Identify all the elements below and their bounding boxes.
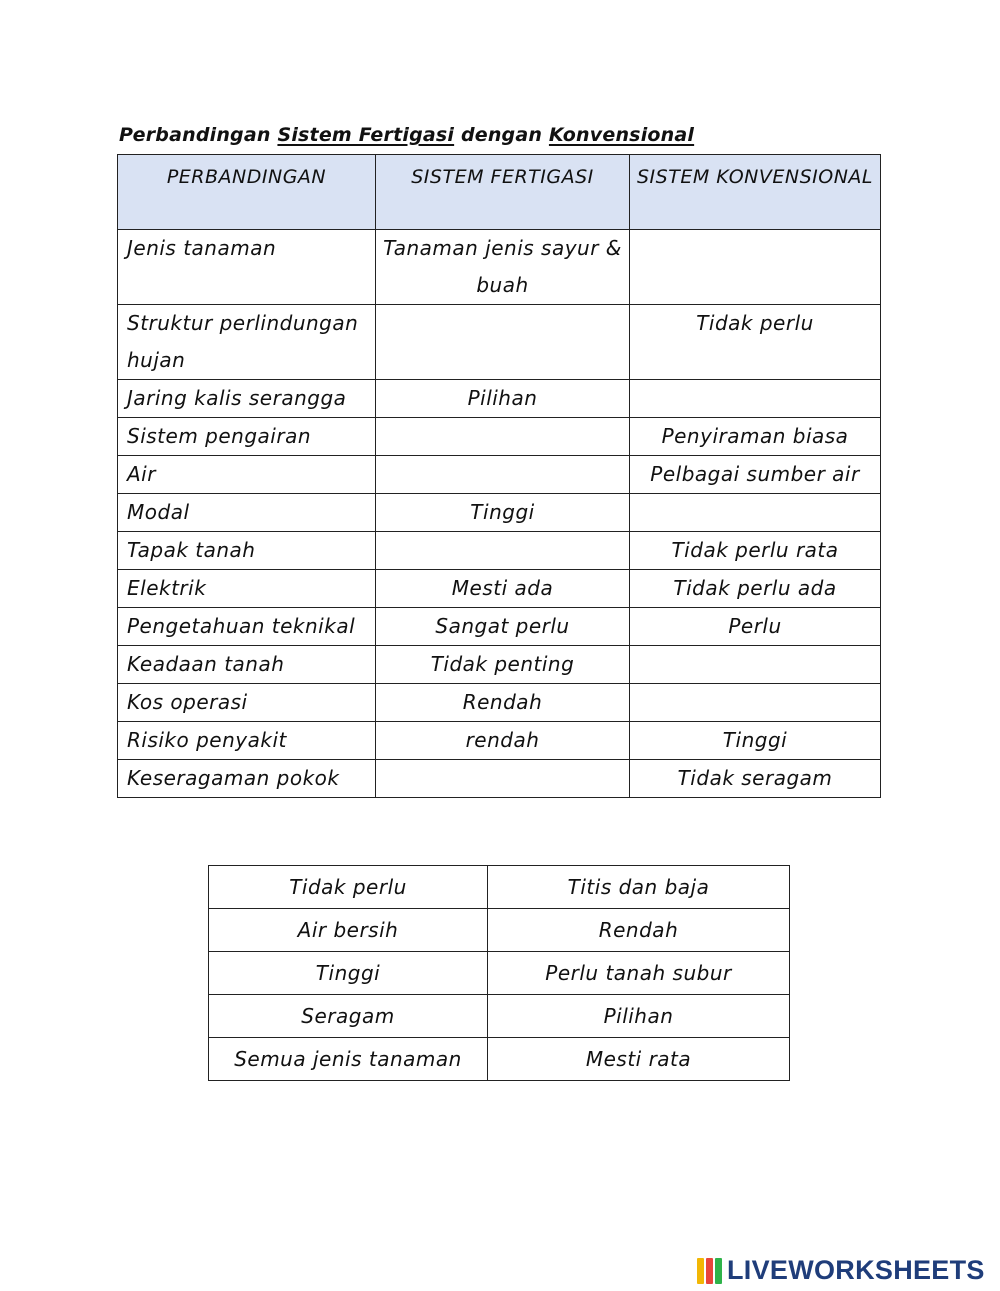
header-sistem-fertigasi: SISTEM FERTIGASI xyxy=(376,155,630,230)
table-row xyxy=(118,570,881,608)
table-cell: Keadaan tanah xyxy=(118,646,376,684)
answer-option[interactable]: Perlu tanah subur xyxy=(488,952,790,995)
table-row xyxy=(209,909,790,952)
liveworksheets-logo-icon xyxy=(697,1258,723,1284)
answer-drop-zone[interactable]: Tidak perlu xyxy=(630,305,881,380)
answer-drop-zone[interactable]: Tidak penting xyxy=(376,646,630,684)
table-row xyxy=(118,684,881,722)
answer-options-table xyxy=(208,865,790,1081)
answer-drop-zone[interactable]: Tanaman jenis sayur & buah xyxy=(376,230,630,305)
table-row xyxy=(118,608,881,646)
answer-drop-zone[interactable]: Pelbagai sumber air xyxy=(630,456,881,494)
table-cell: Elektrik xyxy=(118,570,376,608)
answer-drop-zone[interactable] xyxy=(376,418,630,456)
answer-drop-zone[interactable]: Pilihan xyxy=(376,380,630,418)
table-row xyxy=(118,760,881,798)
liveworksheets-brand xyxy=(697,1255,985,1286)
answer-drop-zone[interactable] xyxy=(376,760,630,798)
table-cell: Kos operasi xyxy=(118,684,376,722)
title-part-1: Perbandingan xyxy=(119,124,278,146)
table-row xyxy=(118,532,881,570)
table-cell: Pengetahuan teknikal xyxy=(118,608,376,646)
table-row xyxy=(209,995,790,1038)
table-row xyxy=(118,722,881,760)
answer-option[interactable]: Semua jenis tanaman xyxy=(209,1038,488,1081)
answer-drop-zone[interactable]: Tidak perlu ada xyxy=(630,570,881,608)
answer-drop-zone[interactable] xyxy=(376,456,630,494)
answer-drop-zone[interactable]: Tidak seragam xyxy=(630,760,881,798)
answer-drop-zone[interactable]: Penyiraman biasa xyxy=(630,418,881,456)
answer-drop-zone[interactable]: Tinggi xyxy=(630,722,881,760)
answer-drop-zone[interactable]: Tinggi xyxy=(376,494,630,532)
answer-drop-zone[interactable]: rendah xyxy=(376,722,630,760)
answer-option[interactable]: Mesti rata xyxy=(488,1038,790,1081)
title-part-4: Konvensional xyxy=(548,124,695,146)
answer-drop-zone[interactable] xyxy=(630,230,881,305)
table-cell: Keseragaman pokok xyxy=(118,760,376,798)
title-part-3: dengan xyxy=(454,124,549,146)
answer-drop-zone[interactable]: Rendah xyxy=(376,684,630,722)
table-row xyxy=(118,494,881,532)
table-row xyxy=(209,952,790,995)
table-row xyxy=(118,418,881,456)
worksheet-title xyxy=(119,124,694,146)
answer-drop-zone[interactable] xyxy=(630,646,881,684)
table-cell: Jaring kalis serangga xyxy=(118,380,376,418)
table-row xyxy=(118,646,881,684)
answer-option[interactable]: Air bersih xyxy=(209,909,488,952)
answer-drop-zone[interactable]: Mesti ada xyxy=(376,570,630,608)
table-row xyxy=(118,230,881,305)
table-cell: Sistem pengairan xyxy=(118,418,376,456)
table-row xyxy=(209,866,790,909)
table-header-row xyxy=(118,155,881,230)
liveworksheets-wordmark: LIVEWORKSHEETS xyxy=(727,1255,985,1285)
header-sistem-konvensional: SISTEM KONVENSIONAL xyxy=(630,155,881,230)
table-row xyxy=(118,456,881,494)
answer-drop-zone[interactable]: Sangat perlu xyxy=(376,608,630,646)
answer-option[interactable]: Pilihan xyxy=(488,995,790,1038)
answer-drop-zone[interactable]: Tidak perlu rata xyxy=(630,532,881,570)
answer-drop-zone[interactable] xyxy=(376,305,630,380)
answer-option[interactable]: Tinggi xyxy=(209,952,488,995)
answer-drop-zone[interactable] xyxy=(630,684,881,722)
table-row xyxy=(118,380,881,418)
header-perbandingan: PERBANDINGAN xyxy=(118,155,376,230)
answer-drop-zone[interactable]: Perlu xyxy=(630,608,881,646)
answer-option[interactable]: Titis dan baja xyxy=(488,866,790,909)
answer-option[interactable]: Seragam xyxy=(209,995,488,1038)
table-cell: Struktur perlindungan hujan xyxy=(118,305,376,380)
answer-option[interactable]: Rendah xyxy=(488,909,790,952)
table-cell: Tapak tanah xyxy=(118,532,376,570)
table-row xyxy=(118,305,881,380)
answer-option[interactable]: Tidak perlu xyxy=(209,866,488,909)
comparison-table xyxy=(117,154,881,798)
table-row xyxy=(209,1038,790,1081)
table-cell: Jenis tanaman xyxy=(118,230,376,305)
answer-drop-zone[interactable] xyxy=(376,532,630,570)
answer-drop-zone[interactable] xyxy=(630,380,881,418)
title-part-2: Sistem Fertigasi xyxy=(277,124,455,146)
table-cell: Risiko penyakit xyxy=(118,722,376,760)
answer-drop-zone[interactable] xyxy=(630,494,881,532)
table-cell: Modal xyxy=(118,494,376,532)
table-cell: Air xyxy=(118,456,376,494)
